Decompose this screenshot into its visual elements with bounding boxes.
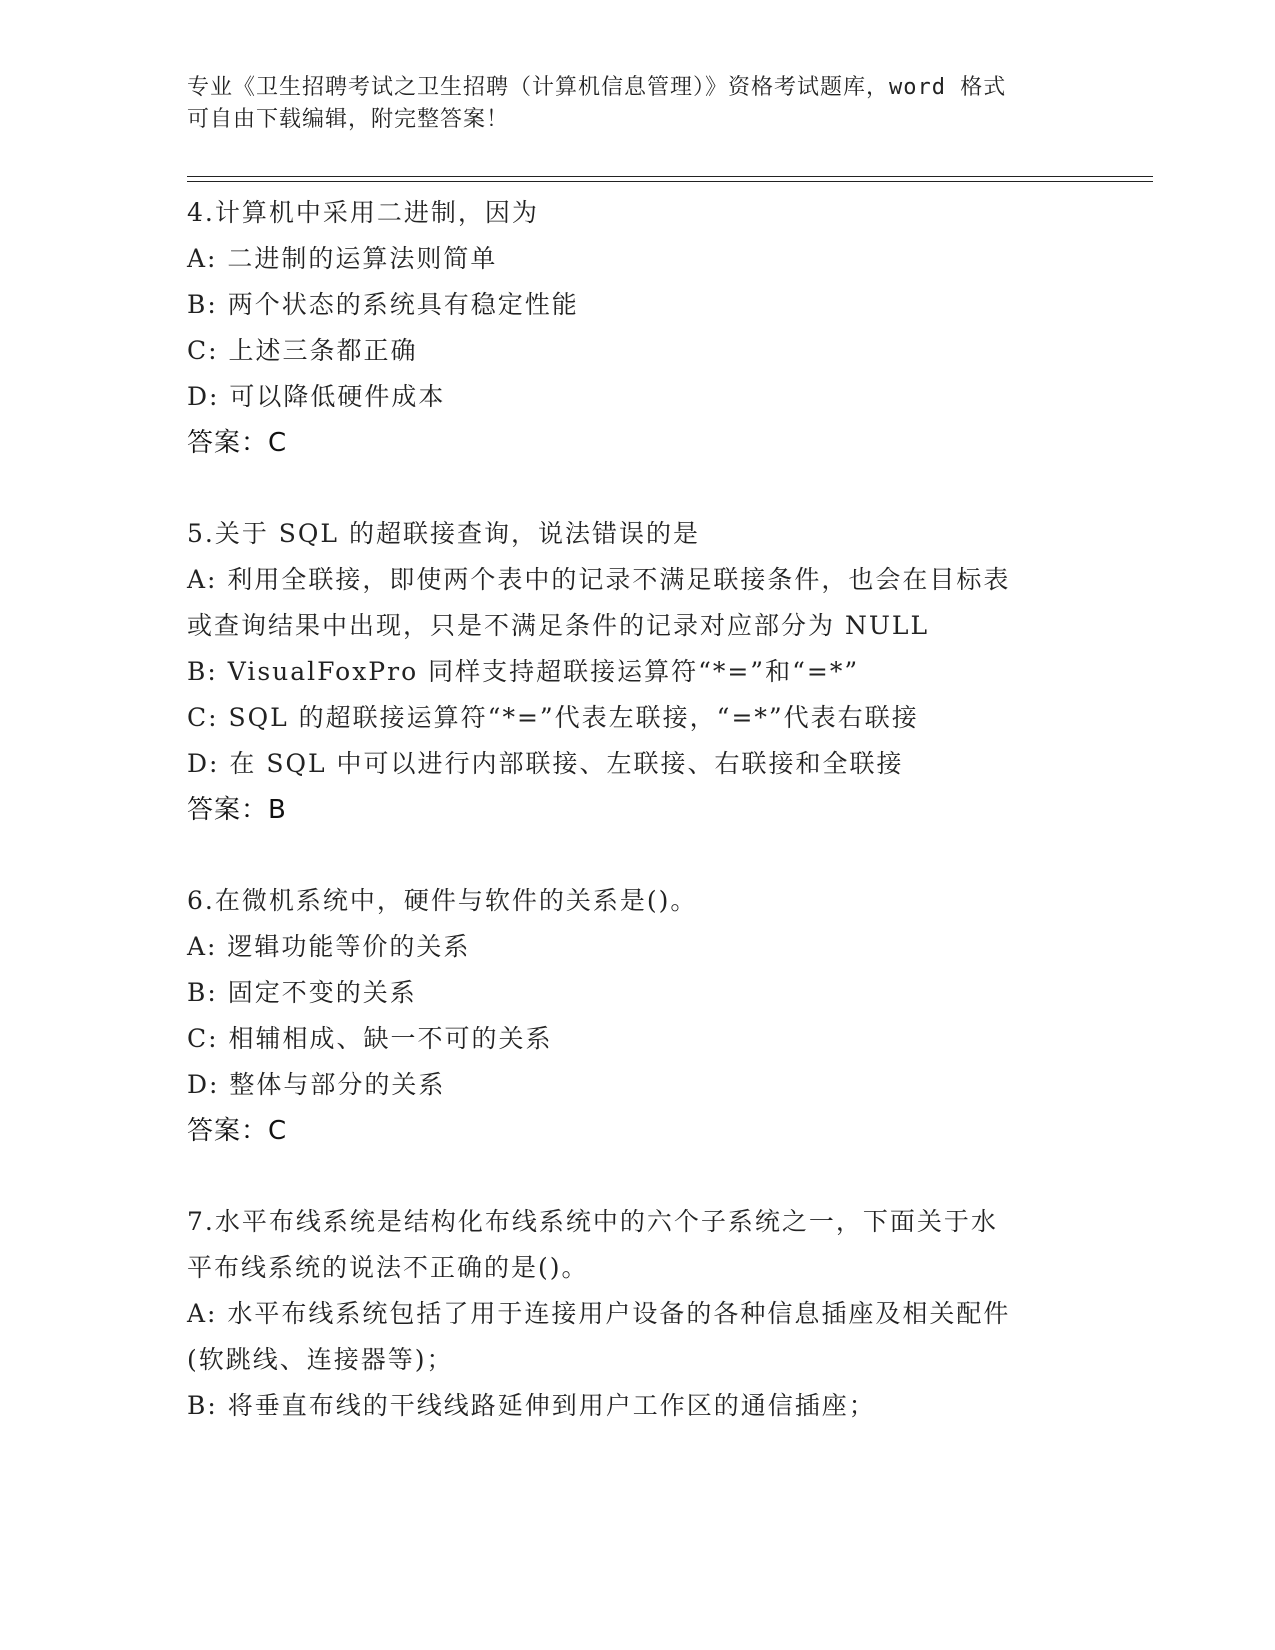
question-stem: 5.关于 SQL 的超联接查询，说法错误的是 [187, 519, 700, 548]
answer-option: B: 固定不变的关系 [187, 978, 417, 1007]
answer-option: B: VisualFoxPro 同样支持超联接运算符“*=”和“=*” [187, 657, 860, 686]
answer-key: 答案：C [187, 1116, 288, 1146]
answer-option: D: 整体与部分的关系 [187, 1070, 446, 1099]
answer-option: B: 将垂直布线的干线线路延伸到用户工作区的通信插座； [187, 1391, 876, 1420]
question-block [187, 878, 1087, 1154]
question-block [187, 1199, 1087, 1429]
answer-option: A: 二进制的运算法则简单 [187, 244, 498, 273]
answer-option: A: 利用全联接，即使两个表中的记录不满足联接条件，也会在目标表 [187, 565, 1011, 594]
answer-option: 或查询结果中出现，只是不满足条件的记录对应部分为 NULL [187, 611, 930, 640]
document-header [187, 72, 1067, 136]
question-stem: 4.计算机中采用二进制，因为 [187, 198, 539, 227]
header-divider-bottom [187, 181, 1153, 182]
answer-option: D: 在 SQL 中可以进行内部联接、左联接、右联接和全联接 [187, 749, 904, 778]
question-stem: 6.在微机系统中，硬件与软件的关系是()。 [187, 886, 698, 915]
header-divider-top [187, 176, 1153, 177]
header-line-1: 专业《卫生招聘考试之卫生招聘（计算机信息管理）》资格考试题库，word 格式 [187, 75, 1007, 100]
answer-option: A: 水平布线系统包括了用于连接用户设备的各种信息插座及相关配件 [187, 1299, 1011, 1328]
answer-option: C: 相辅相成、缺一不可的关系 [187, 1024, 553, 1053]
answer-option: A: 逻辑功能等价的关系 [187, 932, 471, 961]
answer-option: (软跳线、连接器等)； [187, 1345, 454, 1374]
answer-key: 答案：B [187, 795, 287, 825]
question-stem: 7.水平布线系统是结构化布线系统中的六个子系统之一，下面关于水 [187, 1207, 998, 1236]
question-block [187, 190, 1087, 466]
answer-option: C: SQL 的超联接运算符“*=”代表左联接，“=*”代表右联接 [187, 703, 919, 732]
answer-option: B: 两个状态的系统具有稳定性能 [187, 290, 579, 319]
question-block [187, 511, 1087, 833]
header-line-2: 可自由下载编辑，附完整答案！ [187, 107, 510, 132]
answer-key: 答案：C [187, 428, 288, 458]
question-list [187, 190, 1087, 1429]
question-stem: 平布线系统的说法不正确的是()。 [187, 1253, 589, 1282]
answer-option: D: 可以降低硬件成本 [187, 382, 446, 411]
answer-option: C: 上述三条都正确 [187, 336, 418, 365]
